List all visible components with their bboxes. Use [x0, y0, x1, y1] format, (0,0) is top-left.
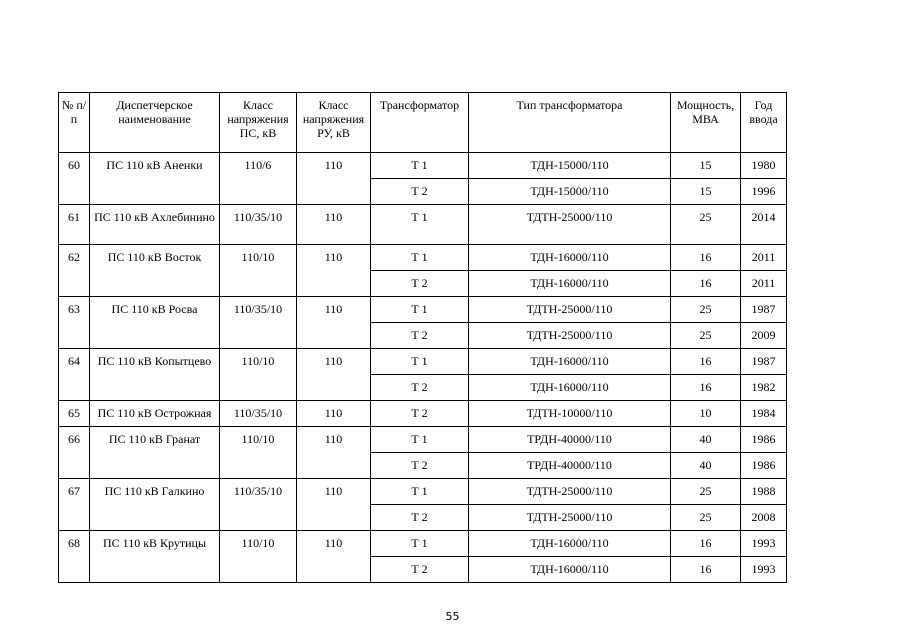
cell-year: 1993 — [741, 531, 787, 557]
cell-year: 1986 — [741, 453, 787, 479]
cell-power: 40 — [671, 453, 741, 479]
cell-year: 2014 — [741, 205, 787, 245]
cell-num: 62 — [59, 245, 90, 297]
transformer-table — [58, 92, 787, 583]
table-header-row — [59, 93, 787, 153]
cell-type: ТДН-16000/110 — [469, 375, 671, 401]
table-row — [59, 153, 787, 179]
cell-power: 16 — [671, 375, 741, 401]
cell-num: 66 — [59, 427, 90, 479]
cell-transformer: Т 1 — [371, 245, 469, 271]
cell-power: 40 — [671, 427, 741, 453]
cell-power: 16 — [671, 271, 741, 297]
cell-year: 1982 — [741, 375, 787, 401]
cell-year: 2008 — [741, 505, 787, 531]
cell-name: ПС 110 кВ Аненки — [90, 153, 220, 205]
cell-num: 61 — [59, 205, 90, 245]
cell-year: 1988 — [741, 479, 787, 505]
cell-power: 10 — [671, 401, 741, 427]
cell-type: ТРДН-40000/110 — [469, 427, 671, 453]
table-row — [59, 297, 787, 323]
cell-power: 15 — [671, 179, 741, 205]
cell-year: 1996 — [741, 179, 787, 205]
table-row — [59, 245, 787, 271]
cell-year: 1986 — [741, 427, 787, 453]
cell-transformer: Т 2 — [371, 557, 469, 583]
cell-type: ТДН-16000/110 — [469, 349, 671, 375]
cell-year: 1993 — [741, 557, 787, 583]
cell-class-ps: 110/10 — [220, 349, 297, 401]
cell-power: 16 — [671, 245, 741, 271]
cell-name: ПС 110 кВ Ахлебинино — [90, 205, 220, 245]
cell-class-ps: 110/10 — [220, 531, 297, 583]
cell-transformer: Т 2 — [371, 505, 469, 531]
cell-transformer: Т 2 — [371, 179, 469, 205]
cell-name: ПС 110 кВ Крутицы — [90, 531, 220, 583]
cell-class-ps: 110/35/10 — [220, 401, 297, 427]
cell-power: 16 — [671, 531, 741, 557]
cell-power: 16 — [671, 557, 741, 583]
cell-type: ТДН-15000/110 — [469, 153, 671, 179]
cell-transformer: Т 1 — [371, 205, 469, 245]
header-class-ps: Класс напряжения ПС, кВ — [220, 93, 297, 153]
cell-power: 16 — [671, 349, 741, 375]
cell-type: ТДТН-25000/110 — [469, 297, 671, 323]
header-transformer: Трансформатор — [371, 93, 469, 153]
cell-year: 1987 — [741, 297, 787, 323]
cell-name: ПС 110 кВ Росва — [90, 297, 220, 349]
cell-transformer: Т 2 — [371, 453, 469, 479]
cell-name: ПС 110 кВ Галкино — [90, 479, 220, 531]
header-year: Год ввода — [741, 93, 787, 153]
cell-class-ru: 110 — [297, 401, 371, 427]
header-type: Тип трансформатора — [469, 93, 671, 153]
cell-num: 60 — [59, 153, 90, 205]
cell-num: 64 — [59, 349, 90, 401]
cell-type: ТДН-16000/110 — [469, 271, 671, 297]
table-row — [59, 401, 787, 427]
cell-class-ru: 110 — [297, 153, 371, 205]
cell-class-ru: 110 — [297, 349, 371, 401]
page-number: 55 — [445, 610, 460, 623]
cell-year: 2011 — [741, 245, 787, 271]
cell-class-ru: 110 — [297, 297, 371, 349]
cell-transformer: Т 1 — [371, 297, 469, 323]
cell-class-ps: 110/35/10 — [220, 479, 297, 531]
cell-type: ТДТН-25000/110 — [469, 205, 671, 245]
cell-transformer: Т 1 — [371, 427, 469, 453]
cell-year: 2009 — [741, 323, 787, 349]
cell-year: 1987 — [741, 349, 787, 375]
cell-type: ТДН-15000/110 — [469, 179, 671, 205]
table-row — [59, 479, 787, 505]
table-row — [59, 205, 787, 245]
cell-transformer: Т 2 — [371, 401, 469, 427]
cell-class-ru: 110 — [297, 479, 371, 531]
cell-power: 25 — [671, 479, 741, 505]
cell-type: ТДТН-25000/110 — [469, 505, 671, 531]
cell-class-ps: 110/35/10 — [220, 297, 297, 349]
table-row — [59, 531, 787, 557]
cell-year: 1984 — [741, 401, 787, 427]
table-body — [59, 153, 787, 583]
cell-power: 15 — [671, 153, 741, 179]
cell-num: 67 — [59, 479, 90, 531]
cell-type: ТДН-16000/110 — [469, 531, 671, 557]
cell-transformer: Т 1 — [371, 349, 469, 375]
cell-transformer: Т 1 — [371, 531, 469, 557]
cell-type: ТДТН-25000/110 — [469, 323, 671, 349]
cell-transformer: Т 1 — [371, 153, 469, 179]
header-name: Диспетчерское наименование — [90, 93, 220, 153]
cell-power: 25 — [671, 323, 741, 349]
table-row — [59, 427, 787, 453]
cell-class-ru: 110 — [297, 531, 371, 583]
cell-type: ТДН-16000/110 — [469, 557, 671, 583]
cell-class-ru: 110 — [297, 427, 371, 479]
cell-year: 2011 — [741, 271, 787, 297]
cell-power: 25 — [671, 297, 741, 323]
cell-name: ПС 110 кВ Копытцево — [90, 349, 220, 401]
cell-class-ps: 110/35/10 — [220, 205, 297, 245]
header-class-ru: Класс напряжения РУ, кВ — [297, 93, 371, 153]
header-num: № п/п — [59, 93, 90, 153]
cell-type: ТДН-16000/110 — [469, 245, 671, 271]
cell-transformer: Т 2 — [371, 271, 469, 297]
cell-type: ТРДН-40000/110 — [469, 453, 671, 479]
cell-class-ps: 110/10 — [220, 245, 297, 297]
cell-transformer: Т 2 — [371, 375, 469, 401]
cell-name: ПС 110 кВ Восток — [90, 245, 220, 297]
cell-power: 25 — [671, 505, 741, 531]
cell-num: 63 — [59, 297, 90, 349]
cell-transformer: Т 2 — [371, 323, 469, 349]
cell-year: 1980 — [741, 153, 787, 179]
cell-class-ru: 110 — [297, 205, 371, 245]
header-power: Мощность, МВА — [671, 93, 741, 153]
cell-class-ps: 110/6 — [220, 153, 297, 205]
cell-num: 65 — [59, 401, 90, 427]
cell-name: ПС 110 кВ Гранат — [90, 427, 220, 479]
cell-name: ПС 110 кВ Острожная — [90, 401, 220, 427]
cell-class-ps: 110/10 — [220, 427, 297, 479]
cell-num: 68 — [59, 531, 90, 583]
cell-transformer: Т 1 — [371, 479, 469, 505]
table-row — [59, 349, 787, 375]
cell-power: 25 — [671, 205, 741, 245]
cell-type: ТДТН-10000/110 — [469, 401, 671, 427]
cell-class-ru: 110 — [297, 245, 371, 297]
cell-type: ТДТН-25000/110 — [469, 479, 671, 505]
